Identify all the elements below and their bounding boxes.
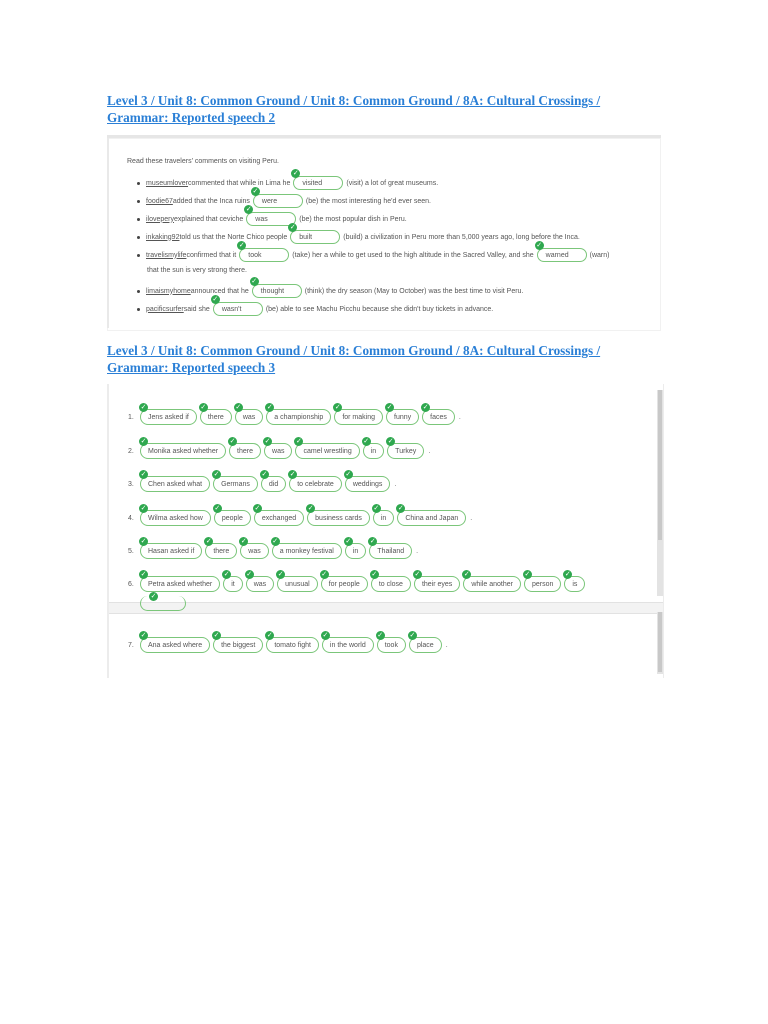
check-circle-icon: ✓ [240,537,247,545]
sentence-text: confirmed that it [186,251,237,259]
check-circle-icon: ✓ [140,631,147,639]
chip-label: was [242,413,256,421]
row-number: 7. [128,641,134,649]
check-circle-icon: ✓ [345,470,352,478]
check-circle-icon: ✓ [422,403,429,411]
check-circle-icon: ✓ [289,470,296,478]
word-chip[interactable] [321,570,368,592]
word-chip[interactable] [414,570,460,592]
check-circle-icon: ✓ [536,241,543,249]
check-circle-icon: ✓ [200,403,207,411]
check-circle-icon: ✓ [245,205,252,213]
sentence-row [128,437,431,460]
word-chip[interactable] [295,437,359,459]
word-chip[interactable] [272,537,342,559]
answer-value: visited [302,179,323,187]
chip-label: the biggest [221,641,256,649]
sentence-continuation: that the sun is very strong there. [147,267,247,274]
chip-label: their eyes [421,580,453,588]
check-circle-icon: ✓ [229,437,236,445]
check-circle-icon: ✓ [261,470,268,478]
word-chip[interactable] [369,537,412,559]
sentence-text: (be) able to see Machu Picchu because she didn't buy tickets in advance. [265,305,494,313]
answer-value: thought [260,287,285,295]
check-circle-icon: ✓ [140,403,147,411]
chip-label: people [221,514,243,522]
word-chip[interactable] [140,504,211,526]
sentence-end-mark: . [428,447,431,455]
sentence-end-mark: . [458,413,461,421]
list-item [137,277,524,299]
sentence-end-mark: . [416,547,419,555]
word-chip[interactable] [377,631,406,653]
scrollbar-thumb[interactable] [658,612,662,672]
word-chip[interactable] [266,403,331,425]
word-chip[interactable] [373,504,394,526]
word-chip[interactable] [334,403,383,425]
check-circle-icon: ✓ [140,470,147,478]
check-circle-icon: ✓ [140,570,147,578]
check-circle-icon: ✓ [292,169,299,177]
word-chip[interactable] [266,631,319,653]
check-circle-icon: ✓ [377,631,384,639]
word-chip[interactable] [214,504,251,526]
heading-line-2[interactable]: Grammar: Reported speech 2 [107,110,276,125]
chip-label: a monkey festival [279,547,334,555]
check-circle-icon: ✓ [140,504,147,512]
check-circle-icon: ✓ [251,277,258,285]
check-circle-icon: ✓ [371,570,378,578]
answer-value: were [261,197,278,205]
check-circle-icon: ✓ [363,437,370,445]
check-circle-icon: ✓ [397,504,404,512]
chip-label: Chen asked what [148,480,203,488]
sentence-text: (visit) a lot of great museums. [346,179,439,187]
sentence-text: (be) the most popular dish in Peru. [299,215,407,223]
chip-label: in [352,547,359,555]
word-chip[interactable] [289,470,342,492]
username: pacificsurfer [146,305,184,313]
heading-line-1[interactable]: Level 3 / Unit 8: Common Ground / Unit 8: Common Ground / 8A: Cultural Crossings / [107,93,601,108]
check-circle-icon: ✓ [252,187,259,195]
check-circle-icon: ✓ [463,570,470,578]
answer-value: built [299,233,313,241]
answer-field[interactable] [238,241,289,262]
chip-label: was [253,580,267,588]
word-chip[interactable] [277,570,318,592]
username: foodie67 [146,197,173,205]
exercise-link-reported-speech-2[interactable] [107,92,647,126]
sentence-row [128,403,461,426]
bullet [137,308,140,311]
check-circle-icon: ✓ [334,403,341,411]
word-chip[interactable] [140,403,197,425]
check-circle-icon: ✓ [266,403,273,411]
heading-line-2[interactable]: Grammar: Reported speech 3 [107,360,276,375]
check-circle-icon: ✓ [140,537,147,545]
check-circle-icon: ✓ [524,570,531,578]
sentence-text: (be) the most interesting he'd ever seen. [305,197,431,205]
word-chip[interactable] [387,437,424,459]
word-chip[interactable] [200,403,232,425]
bullet [137,182,140,185]
chip-label: in [380,514,387,522]
word-chip[interactable] [254,504,304,526]
word-chip[interactable] [235,403,263,425]
chip-label: is [572,580,578,588]
answer-value: took [248,251,262,259]
answer-value: wasn't [221,305,242,313]
check-circle-icon: ✓ [387,437,394,445]
bullet [137,290,140,293]
scrollbar[interactable] [657,390,663,596]
check-circle-icon: ✓ [386,403,393,411]
answer-field[interactable] [252,187,303,208]
heading-line-1[interactable]: Level 3 / Unit 8: Common Ground / Unit 8: Common Ground / 8A: Cultural Crossings / [107,343,601,358]
chip-label: Thailand [377,547,405,555]
chip-label: exchanged [261,514,297,522]
chip-label: there [207,413,224,421]
chip-label: Monika asked whether [148,447,219,455]
list-item [137,187,431,209]
word-chip[interactable] [223,570,243,592]
scrollbar[interactable] [657,612,663,674]
list-item [137,241,610,263]
check-circle-icon: ✓ [246,570,253,578]
word-chip[interactable] [463,570,521,592]
word-chip[interactable] [409,631,442,653]
sentence-end-mark: . [445,641,448,649]
row-number: 1. [128,413,134,421]
check-circle-icon: ✓ [205,537,212,545]
chip-label: for people [328,580,360,588]
check-circle-icon: ✓ [277,570,284,578]
chip-label: camel wrestling [303,447,352,455]
chip-label: Ana asked where [148,641,203,649]
check-circle-icon: ✓ [409,631,416,639]
word-chip[interactable] [264,437,292,459]
word-chip[interactable] [213,470,258,492]
answer-value: warned [545,251,569,259]
scrollbar-thumb[interactable] [658,390,662,540]
chip-label: for making [342,413,375,421]
bullet [137,200,140,203]
chip-label: while another [471,580,513,588]
check-circle-icon: ✓ [369,537,376,545]
word-chip[interactable] [322,631,374,653]
word-chip[interactable] [140,631,210,653]
check-circle-icon: ✓ [307,504,314,512]
username: inkaking92 [146,233,180,241]
chip-label: Jens asked if [148,413,189,421]
sentence-text: (take) her a while to get used to the high altitude in the Sacred Valley, and she [292,251,534,259]
chip-label: weddings [352,480,383,488]
word-chip[interactable] [345,537,366,559]
sentence-row [128,570,588,593]
sentence-row [128,537,419,560]
chip-label: Hasan asked if [148,547,195,555]
sentence-end-mark: . [394,480,397,488]
list-item [137,205,407,227]
sentence-text: told us that the Norte Chico people [179,233,288,241]
row-number: 4. [128,514,134,522]
chip-label: to close [378,580,403,588]
row-number: 6. [128,580,134,588]
word-chip[interactable] [363,437,384,459]
word-chip[interactable] [524,570,561,592]
row-number: 5. [128,547,134,555]
word-chip[interactable] [140,570,220,592]
word-chip[interactable] [140,537,202,559]
chip-label: Wilma asked how [148,514,203,522]
sentence-row [128,631,448,654]
word-chip[interactable] [229,437,261,459]
check-circle-icon: ✓ [212,295,219,303]
list-item [137,223,580,245]
chip-label: China and Japan [405,514,459,522]
chip-label: in the world [329,641,366,649]
word-chip[interactable] [564,570,585,592]
chip-label: funny [394,413,412,421]
chip-label: tomato fight [274,641,311,649]
word-chip[interactable] [397,504,466,526]
word-chip[interactable] [261,470,286,492]
word-chip[interactable] [307,504,370,526]
chip-label: Turkey [395,447,417,455]
bullet [137,254,140,257]
screenshot-seam [109,602,663,614]
check-circle-icon: ✓ [235,403,242,411]
chip-label: there [237,447,254,455]
chip-label: to celebrate [297,480,334,488]
check-circle-icon: ✓ [266,631,273,639]
chip-label: a championship [274,413,324,421]
sentence-end-mark: . [470,514,473,522]
chip-label: Petra asked whether [148,580,213,588]
sentence-row [128,470,397,493]
check-circle-icon: ✓ [254,504,261,512]
check-circle-icon: ✓ [213,470,220,478]
exercise-screenshot-1 [107,135,661,331]
sentence-text: (build) a civilization in Peru more than 5,000 years ago, long before the Inca. [343,233,580,241]
check-circle-icon: ✓ [264,437,271,445]
word-chip[interactable] [140,437,226,459]
check-circle-icon: ✓ [564,570,571,578]
word-chip[interactable] [246,570,274,592]
check-circle-icon: ✓ [214,504,221,512]
exercise-screenshot-2 [107,384,664,678]
row-number: 3. [128,480,134,488]
answer-field[interactable] [212,295,263,316]
check-circle-icon: ✓ [140,437,147,445]
chip-label: did [268,480,279,488]
word-chip[interactable] [213,631,263,653]
chip-label: Germans [221,480,250,488]
word-chip[interactable] [140,470,210,492]
word-chip-partial [140,592,186,611]
panel-edge [107,138,109,328]
word-chip[interactable] [345,470,391,492]
check-circle-icon: ✓ [373,504,380,512]
sentence-text: commented that while in Lima he [188,179,291,187]
word-chip[interactable] [205,537,237,559]
check-circle-icon: ✓ [289,223,296,231]
username: museumlover [146,179,189,187]
answer-value: was [255,215,268,223]
check-circle-icon: ✓ [296,437,302,445]
chip-label: there [213,547,230,555]
username: ilovepery [146,215,175,223]
list-item [137,169,439,191]
username: limaismyhome [146,287,191,295]
check-circle-icon: ✓ [238,241,245,249]
word-chip[interactable] [386,403,419,425]
sentence-text: (warn) [589,251,610,259]
word-chip[interactable] [422,403,455,425]
check-circle-icon: ✓ [272,537,279,545]
chip-label: person [531,580,554,588]
word-chip[interactable] [371,570,411,592]
chip-label: was [248,547,261,555]
list-item [137,295,494,317]
answer-field[interactable] [289,223,340,244]
answer-field[interactable] [251,277,302,298]
answer-field[interactable] [292,169,343,190]
exercise-link-reported-speech-3[interactable] [107,342,647,376]
check-circle-icon: ✓ [223,570,230,578]
chip-label: place [416,641,434,649]
check-circle-icon: ✓ [322,631,329,639]
chip-label: unusual [285,580,310,588]
check-circle-icon: ✓ [414,570,421,578]
chip-label: took [384,641,398,649]
word-chip[interactable] [240,537,268,559]
username: travelismylife [146,251,187,259]
chip-label: business cards [315,514,362,522]
bullet [137,218,140,221]
exercise-instructions: Read these travelers' comments on visiting Peru. [127,158,279,165]
check-circle-icon: ✓ [150,592,157,600]
chip-label: faces [430,413,447,421]
sentence-text: added that the Inca ruins [172,197,250,205]
sentence-row [128,504,473,527]
sentence-text: said she [183,305,210,313]
check-circle-icon: ✓ [321,570,328,578]
sentence-text: announced that he [190,287,249,295]
sentence-text: (think) the dry season (May to October) was the best time to visit Peru. [304,287,524,295]
bullet [137,236,140,239]
chip-label: it [231,580,235,588]
check-circle-icon: ✓ [345,537,352,545]
chip-label: in [370,447,377,455]
chip-label: was [272,447,285,455]
row-number: 2. [128,447,134,455]
check-circle-icon: ✓ [213,631,220,639]
sentence-text: explained that ceviche [174,215,244,223]
answer-field[interactable] [536,241,587,262]
